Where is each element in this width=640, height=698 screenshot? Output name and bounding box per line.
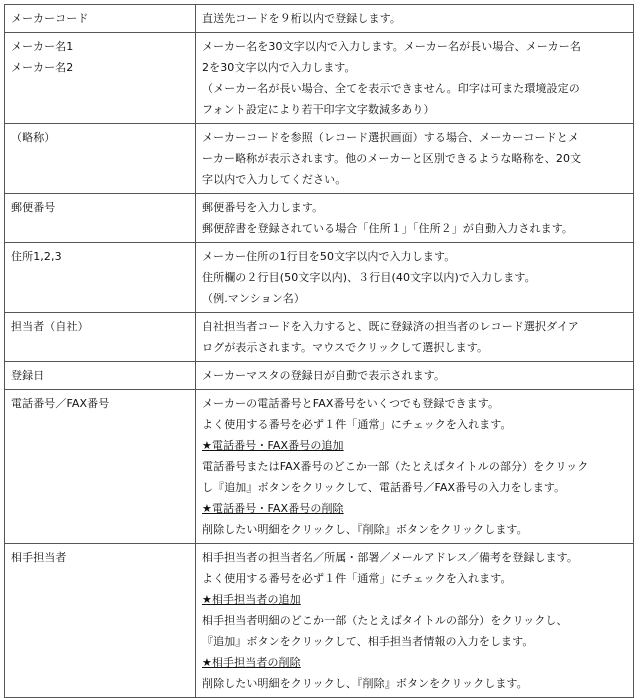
table-row (5, 5, 634, 33)
table-row (5, 390, 634, 544)
table-row (5, 362, 634, 390)
description-line: 相手担当者の担当者名／所属・部署／メールアドレス／備考を登録します。 (202, 551, 578, 564)
field-description-cell (196, 5, 634, 33)
field-label-cell (5, 124, 196, 194)
description-line: メーカー名を30文字以内で入力します。メーカー名が長い場合、メーカー名 (202, 40, 581, 53)
description-line: メーカーの電話番号とFAX番号をいくつでも登録できます。 (202, 397, 500, 410)
field-label-cell (5, 243, 196, 313)
section-heading: ★相手担当者の追加 (202, 593, 301, 606)
description-line: メーカー住所の1行目を50文字以内で入力します。 (202, 250, 456, 263)
description-line: 『追加』ボタンをクリックして、相手担当者情報の入力をします。 (202, 635, 534, 648)
description-line: 2を30文字以内で入力します。 (202, 61, 356, 74)
description-line: よく使用する番号を必ず１件「通常」にチェックを入れます。 (202, 572, 512, 585)
description-line: 自社担当者コードを入力すると、既に登録済の担当者のレコード選択ダイア (202, 320, 579, 333)
description-line: 郵便辞書を登録されている場合「住所１」「住所２」が自動入力されます。 (202, 222, 574, 235)
description-line: し『追加』ボタンをクリックして、電話番号／FAX番号の入力をします。 (202, 481, 566, 494)
description-line: 郵便番号を入力します。 (202, 201, 324, 214)
description-line: ログが表示されます。マウスでクリックして選択します。 (202, 341, 489, 354)
description-line: （メーカー名が長い場合、全てを表示できません。印字は可また環境設定の (202, 82, 580, 95)
field-label: メーカー名1 (11, 40, 74, 53)
description-line: 削除したい明細をクリックし、『削除』ボタンをクリックします。 (202, 677, 528, 690)
description-line: フォント設定により若干印字文字数減多あり） (202, 103, 435, 116)
field-label: （略称） (11, 131, 56, 144)
field-label-cell (5, 194, 196, 243)
description-line: 電話番号またはFAX番号のどこか一部（たとえばタイトルの部分）をクリック (202, 460, 589, 473)
field-label: メーカー名2 (11, 61, 74, 74)
description-line: 直送先コードを９桁以内で登録します。 (202, 12, 401, 25)
field-label: メーカーコード (11, 12, 89, 25)
description-line: よく使用する番号を必ず１件「通常」にチェックを入れます。 (202, 418, 512, 431)
section-heading: ★相手担当者の削除 (202, 656, 301, 669)
field-description-cell (196, 194, 634, 243)
field-label: 登録日 (11, 369, 45, 382)
description-line: 相手担当者明細のどこか一部（たとえばタイトルの部分）をクリックし、 (202, 614, 568, 627)
field-label-cell (5, 544, 196, 698)
field-label: 郵便番号 (11, 201, 56, 214)
table-row (5, 544, 634, 698)
field-description-cell (196, 243, 634, 313)
table-row (5, 124, 634, 194)
field-description-cell (196, 390, 634, 544)
field-description-cell (196, 362, 634, 390)
field-label-cell (5, 313, 196, 362)
field-label-cell (5, 5, 196, 33)
description-line: （例.マンション名） (202, 292, 306, 305)
field-label: 住所1,2,3 (11, 250, 62, 263)
field-label-cell (5, 33, 196, 124)
table-row (5, 33, 634, 124)
field-label: 担当者（自社） (11, 320, 89, 333)
field-description-table (4, 4, 634, 698)
field-description-cell (196, 33, 634, 124)
description-line: メーカーコードを参照（レコード選択画面）する場合、メーカーコードとメ (202, 131, 579, 144)
description-line: 住所欄の２行目(50文字以内)、３行目(40文字以内)で入力します。 (202, 271, 536, 284)
field-label: 相手担当者 (11, 551, 67, 564)
field-label-cell (5, 362, 196, 390)
table-body (5, 5, 634, 698)
table-row (5, 243, 634, 313)
field-label: 電話番号／FAX番号 (11, 397, 110, 410)
description-line: メーカーマスタの登録日が自動で表示されます。 (202, 369, 446, 382)
description-line: 字以内で入力してください。 (202, 173, 347, 186)
section-heading: ★電話番号・FAX番号の削除 (202, 502, 344, 515)
description-line: 削除したい明細をクリックし、『削除』ボタンをクリックします。 (202, 523, 528, 536)
field-description-cell (196, 313, 634, 362)
table-row (5, 194, 634, 243)
description-line: ーカー略称が表示されます。他のメーカーと区別できるような略称を、20文 (202, 152, 582, 165)
field-description-cell (196, 544, 634, 698)
field-description-sheet (4, 4, 634, 698)
section-heading: ★電話番号・FAX番号の追加 (202, 439, 344, 452)
field-label-cell (5, 390, 196, 544)
field-description-cell (196, 124, 634, 194)
table-row (5, 313, 634, 362)
